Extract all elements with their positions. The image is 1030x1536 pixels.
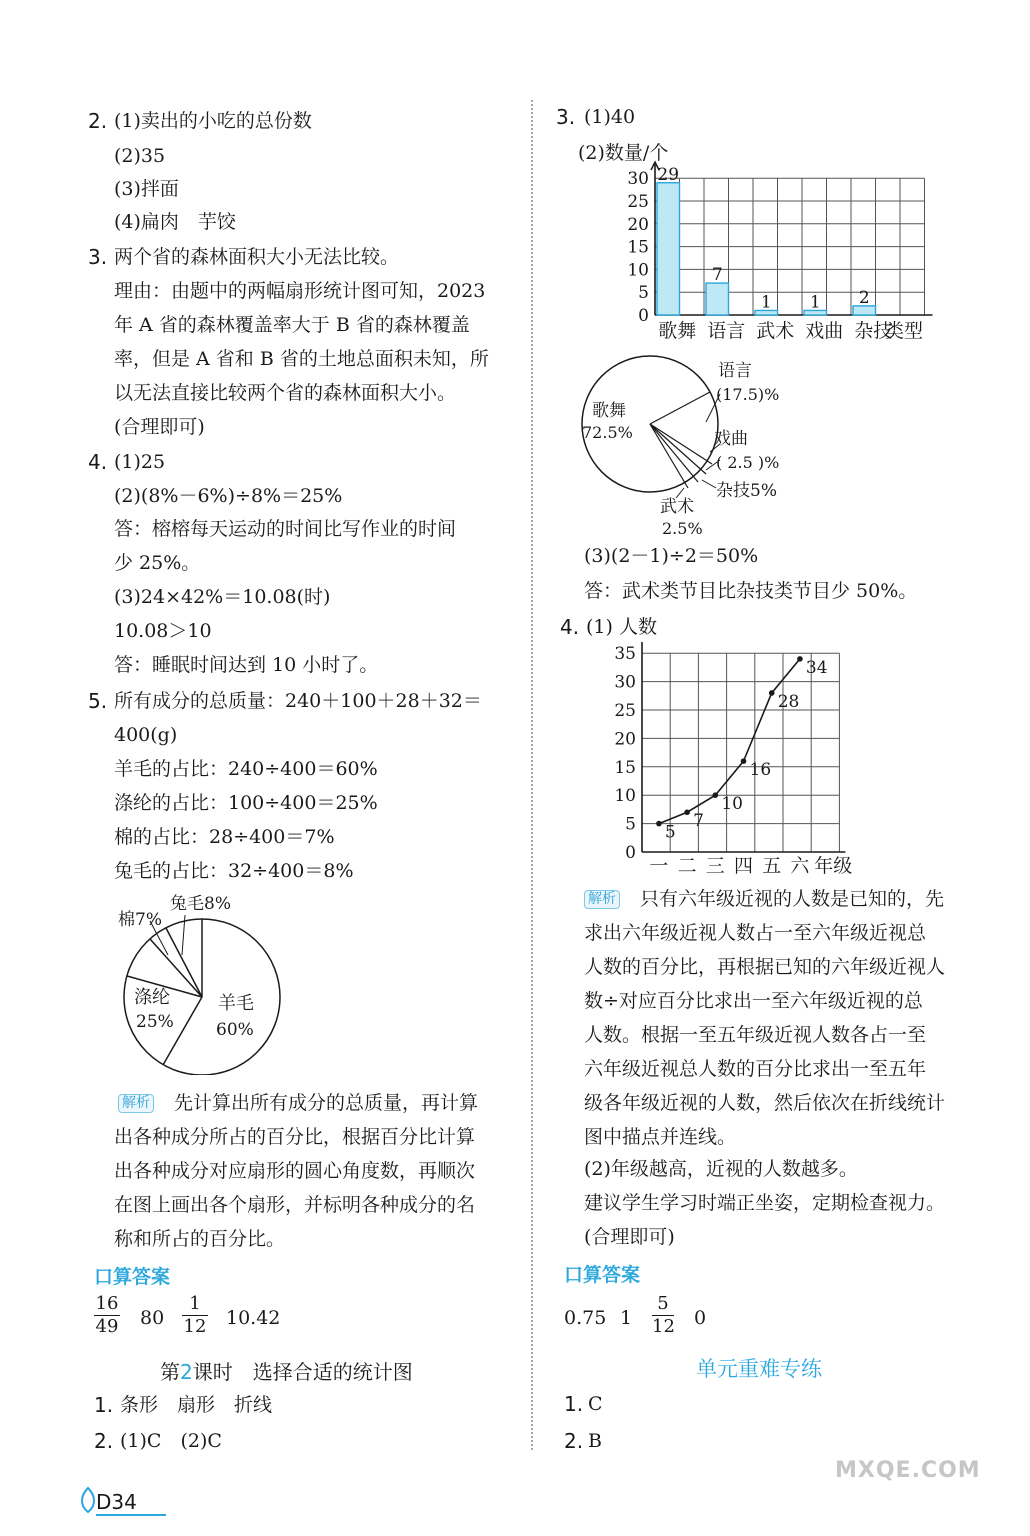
analysis-line: 级各年级近视的人数，然后依次在折线统计 <box>584 1092 946 1114</box>
answer-line: (1)卖出的小吃的总份数 <box>114 110 312 132</box>
bar <box>706 283 729 315</box>
analysis-line: 人数。根据一至五年级近视人数各占一至 <box>584 1024 927 1046</box>
answer-line: (3)拌面 <box>114 178 179 200</box>
x-tick-label: 杂技 <box>854 320 893 342</box>
analysis-line: 在图上画出各个扇形，并标明各种成分的名 <box>114 1194 476 1216</box>
question-number: 1. <box>94 1393 114 1417</box>
y-tick-label: 15 <box>614 757 636 778</box>
analysis-line: 只有六年级近视的人数是已知的，先 <box>640 888 945 910</box>
lesson-title <box>160 1356 413 1385</box>
answer-line: (1)40 <box>584 106 636 128</box>
answer-line: (3)(2－1)÷2＝50% <box>584 545 759 567</box>
analysis-line: 称和所占的百分比。 <box>114 1228 286 1250</box>
answer-line: (2)年级越高，近视的人数越多。 <box>584 1158 858 1180</box>
point-data-label: 16 <box>749 760 772 781</box>
leaf-icon <box>78 1486 98 1514</box>
y-tick-label: 20 <box>627 214 649 235</box>
pie-label: 戏曲 <box>714 429 748 449</box>
lesson-number: 2 <box>180 1360 193 1384</box>
pie-label: (17.5)% <box>716 385 780 404</box>
question-number: 2. <box>88 109 108 133</box>
x-tick-label: 五 <box>762 855 782 876</box>
bar-data-label: 29 <box>657 164 680 185</box>
pie-label: 涤纶 <box>134 987 170 1008</box>
pie-label: 2.5% <box>662 519 703 538</box>
x-axis-label: 类型 <box>884 320 924 342</box>
answer-line: 年 A 省的森林覆盖率大于 B 省的森林覆盖 <box>114 314 470 336</box>
analysis-line: 数÷对应百分比求出一至六年级近视的总 <box>584 990 923 1012</box>
pie-label: 羊毛 <box>218 993 254 1014</box>
x-tick-label: 语言 <box>707 320 746 342</box>
data-point <box>656 821 662 827</box>
pie-label: ( 2.5 )% <box>716 453 780 472</box>
point-data-label: 7 <box>693 811 704 832</box>
x-tick-label: 四 <box>734 855 754 876</box>
x-tick-label: 歌舞 <box>658 320 697 342</box>
x-tick-label: 六 <box>790 855 810 876</box>
answer-line: 两个省的森林面积大小无法比较。 <box>114 246 400 268</box>
oral-value: 1 <box>620 1307 633 1329</box>
data-point <box>769 690 775 696</box>
answer-line: 羊毛的占比：240÷400＝60% <box>114 758 378 780</box>
answer-line: (2)35 <box>114 145 166 167</box>
oral-answers-heading: 口算答案 <box>94 1266 171 1288</box>
answer-line: B <box>588 1430 602 1452</box>
analysis-line: 图中描点并连线。 <box>584 1126 737 1148</box>
answer-line: (1)25 <box>114 451 166 473</box>
data-point <box>741 758 747 764</box>
page-number-underline <box>96 1514 166 1516</box>
answer-line: 兔毛的占比：32÷400＝8% <box>114 860 354 882</box>
y-tick-label: 0 <box>638 306 649 326</box>
data-point <box>684 809 690 815</box>
answer-line: (4)扁肉 芋饺 <box>114 211 236 233</box>
answer-line: 少 25%。 <box>114 552 201 574</box>
x-tick-label: 戏曲 <box>805 320 844 342</box>
analysis-line: 出各种成分对应扇形的圆心角度数，再顺次 <box>114 1160 476 1182</box>
y-tick-label: 25 <box>627 192 649 212</box>
pie-sector-edge <box>650 424 712 464</box>
point-data-label: 10 <box>721 794 743 815</box>
y-tick-label: 5 <box>638 283 649 304</box>
bar-data-label: 2 <box>858 287 870 308</box>
page-number: D34 <box>96 1490 137 1514</box>
fraction-denominator: 49 <box>95 1316 119 1337</box>
bar <box>657 183 680 315</box>
answer-line: 10.08＞10 <box>114 620 212 642</box>
question-number: 2. <box>94 1429 114 1453</box>
pie-sector-edge <box>650 424 706 474</box>
oral-value: 0.75 <box>564 1307 607 1329</box>
fraction <box>182 1294 208 1337</box>
pie-label: 60% <box>216 1020 254 1040</box>
answer-line: 400(g) <box>114 724 178 746</box>
answer-line: (合理即可) <box>584 1226 675 1248</box>
answer-line: 理由：由题中的两幅扇形统计图可知，2023 <box>114 280 486 302</box>
point-data-label: 28 <box>777 691 800 712</box>
fraction <box>652 1294 674 1337</box>
y-tick-label: 30 <box>614 672 636 693</box>
y-tick-label: 35 <box>614 644 636 665</box>
pie-label: 武术 <box>660 497 694 517</box>
pie-sector-edge <box>650 392 710 424</box>
fraction-numerator: 1 <box>189 1293 201 1314</box>
question-number: 4. <box>88 450 108 474</box>
fraction-numerator: 16 <box>95 1293 119 1314</box>
analysis-line: 人数的百分比，再根据已知的六年级近视人 <box>584 956 946 978</box>
answer-line: 建议学生学习时端正坐姿，定期检查视力。 <box>584 1192 946 1214</box>
analysis-line: 先计算出所有成分的总质量，再计算 <box>174 1092 479 1114</box>
fraction <box>94 1294 120 1337</box>
question-number: 3. <box>88 245 108 269</box>
point-data-label: 5 <box>664 822 676 843</box>
pie-sector-edge <box>650 424 698 482</box>
pie-label: 歌舞 <box>592 401 626 421</box>
bar-data-label: 1 <box>809 292 821 313</box>
bar-data-label: 1 <box>760 292 772 313</box>
y-tick-label: 10 <box>627 260 649 281</box>
pie-label: 25% <box>136 1012 174 1032</box>
analysis-line: 求出六年级近视人数占一至六年级近视总 <box>584 922 927 944</box>
x-tick-label: 武术 <box>756 320 795 342</box>
pie-sector-edge <box>650 424 688 488</box>
column-divider <box>531 100 533 1450</box>
x-axis-label: 年级 <box>814 855 853 876</box>
answer-line: (2)数量/个 <box>578 142 669 164</box>
analysis-tag: 解析 <box>118 1094 154 1113</box>
pie-label: 杂技5% <box>716 481 777 501</box>
pie-label: 兔毛8% <box>170 894 231 914</box>
question-number: 3. <box>556 105 576 129</box>
data-point <box>797 656 803 662</box>
y-tick-label: 30 <box>627 169 649 190</box>
answer-line: 答：武术类节目比杂技类节目少 50%。 <box>584 580 918 602</box>
y-tick-label: 10 <box>614 786 636 807</box>
answer-line: 所有成分的总质量：240＋100＋28＋32＝ <box>114 690 482 712</box>
answer-line: 棉的占比：28÷400＝7% <box>114 826 335 848</box>
y-tick-label: 15 <box>627 237 649 258</box>
unit-practice-title: 单元重难专练 <box>696 1357 822 1381</box>
fraction-denominator: 12 <box>652 1316 675 1337</box>
lesson-suffix: 课时 选择合适的统计图 <box>192 1360 413 1384</box>
data-point <box>713 792 719 798</box>
pie-label: 语言 <box>718 361 752 381</box>
fraction-numerator: 5 <box>657 1293 669 1314</box>
program-pie-chart <box>580 352 810 542</box>
analysis-line: 六年级近视总人数的百分比求出一至五年 <box>584 1058 927 1080</box>
label-leader <box>702 480 716 488</box>
fraction-denominator: 12 <box>183 1316 207 1337</box>
bar-data-label: 7 <box>711 265 723 286</box>
answer-line: C <box>588 1393 603 1415</box>
oral-value: 10.42 <box>226 1307 281 1329</box>
y-tick-label: 25 <box>614 701 636 721</box>
answer-line: 答：睡眠时间达到 10 小时了。 <box>114 654 379 676</box>
lesson-prefix: 第 <box>160 1360 180 1384</box>
answer-line: 答：榕榕每天运动的时间比写作业的时间 <box>114 518 457 540</box>
question-number: 4. <box>560 615 580 639</box>
watermark: MXQE.COM <box>835 1458 981 1483</box>
oral-answers-heading: 口算答案 <box>564 1264 641 1286</box>
answer-line: (2)(8%－6%)÷8%＝25% <box>114 485 343 507</box>
question-number: 5. <box>88 689 108 713</box>
answer-line: (3)24×42%＝10.08(时) <box>114 586 331 608</box>
x-tick-label: 三 <box>705 855 725 876</box>
analysis-line: 出各种成分所占的百分比，根据百分比计算 <box>114 1126 476 1148</box>
question-number: 2. <box>564 1429 584 1453</box>
pie-label: 72.5% <box>582 423 633 442</box>
analysis-tag: 解析 <box>584 890 620 909</box>
oral-value: 0 <box>694 1307 707 1329</box>
answer-line: (合理即可) <box>114 416 205 438</box>
program-bar-chart <box>600 160 940 342</box>
answer-line: 涤纶的占比：100÷400＝25% <box>114 792 378 814</box>
myopia-line-chart <box>600 640 900 876</box>
x-tick-label: 一 <box>649 855 669 876</box>
question-number: 1. <box>564 1392 584 1416</box>
x-tick-label: 二 <box>677 855 697 876</box>
y-tick-label: 20 <box>614 729 636 750</box>
answer-line: (1)C (2)C <box>120 1430 222 1452</box>
composition-pie-chart <box>110 885 310 1075</box>
answer-line: 率，但是 A 省和 B 省的土地总面积未知，所 <box>114 348 489 370</box>
y-tick-label: 5 <box>625 814 636 835</box>
answer-line: 以无法直接比较两个省的森林面积大小。 <box>114 382 457 404</box>
oral-value: 80 <box>140 1307 165 1329</box>
point-data-label: 34 <box>805 657 828 678</box>
answer-line: (1) 人数 <box>586 616 657 638</box>
answer-line: 条形 扇形 折线 <box>120 1394 273 1416</box>
pie-label: 棉7% <box>118 910 162 930</box>
y-tick-label: 0 <box>625 843 636 863</box>
